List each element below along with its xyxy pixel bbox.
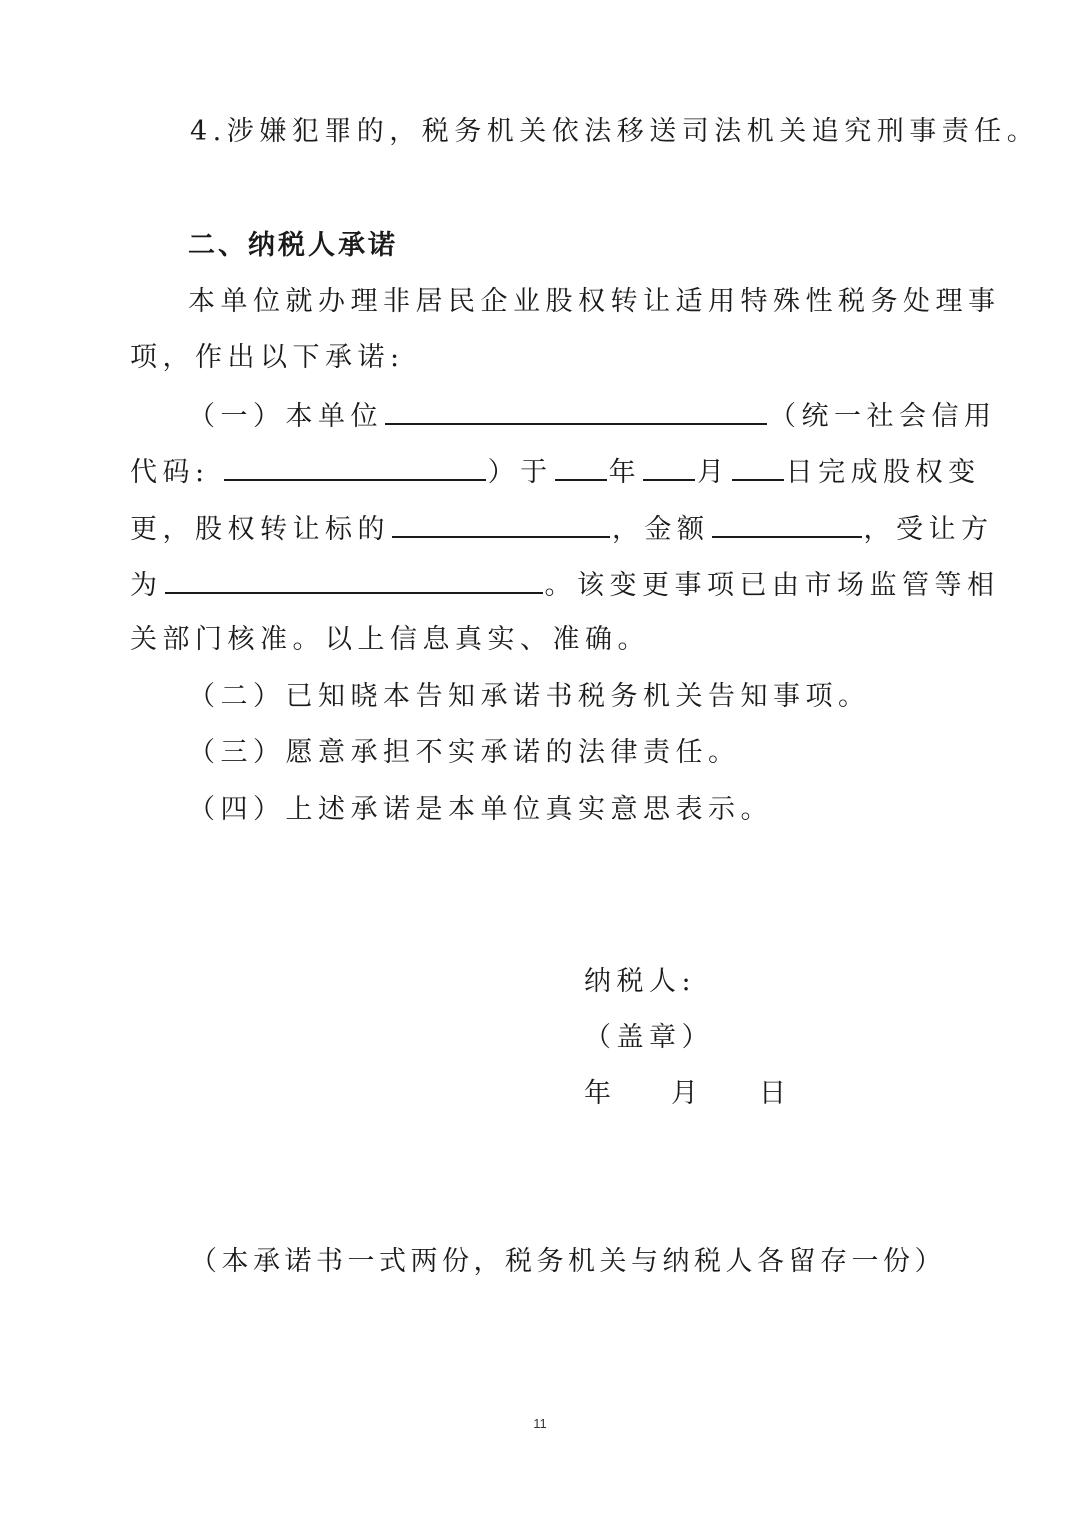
pledge-1-line-2: [130, 453, 981, 491]
unit-name-blank[interactable]: [385, 397, 767, 425]
month-blank[interactable]: [643, 453, 695, 481]
signature-date-day: 日: [759, 1078, 792, 1109]
intro-line-1: 本单位就办理非居民企业股权转让适用特殊性税务处理事: [188, 286, 1001, 317]
pledge-1-line-3: [130, 510, 994, 548]
pledge-2: （二）已知晓本告知承诺书税务机关告知事项。: [188, 681, 871, 712]
transferee-label: ，受让方: [863, 514, 994, 545]
approval-text: 。该变更事项已由市场监管等相: [544, 570, 1000, 601]
signature-date-month: 月: [671, 1078, 704, 1109]
footnote: （本承诺书一式两份，税务机关与纳税人各留存一份）: [190, 1246, 946, 1277]
pledge-1-line-1: [188, 397, 997, 435]
transfer-target-blank[interactable]: [392, 510, 610, 538]
date-prefix: ）于: [487, 457, 553, 488]
seal-label: （盖章）: [584, 1022, 714, 1053]
page-number: 11: [533, 1416, 547, 1431]
section-heading: 二、纳税人承诺: [188, 230, 398, 261]
taxpayer-label: 纳税人:: [584, 966, 697, 997]
credit-code-blank[interactable]: [224, 453, 486, 481]
transferee-blank[interactable]: [165, 566, 543, 594]
credit-code-label: 代码:: [130, 457, 210, 488]
pledge-1-line-4: [130, 566, 1000, 604]
amount-blank[interactable]: [712, 510, 862, 538]
transferee-prefix: 为: [130, 570, 163, 601]
pledge-1-prefix: （一）本单位: [188, 401, 383, 432]
credit-code-label-start: （统一社会信用: [769, 401, 997, 432]
pledge-1-line-5: 关部门核准。以上信息真实、准确。: [130, 624, 650, 655]
year-label: 年: [608, 457, 642, 488]
day-blank[interactable]: [732, 453, 784, 481]
amount-label: ，金额: [612, 514, 710, 545]
signature-date-year: 年: [584, 1078, 617, 1109]
month-label: 月: [697, 457, 730, 488]
item-4-text: 4.涉嫌犯罪的，税务机关依法移送司法机关追究刑事责任。: [190, 116, 1040, 147]
change-complete-text: 日完成股权变: [785, 457, 981, 488]
transfer-target-label: 更，股权转让标的: [130, 514, 390, 545]
year-blank[interactable]: [555, 453, 607, 481]
intro-line-2: 项，作出以下承诺:: [130, 342, 405, 373]
pledge-4: （四）上述承诺是本单位真实意思表示。: [188, 794, 773, 825]
pledge-3: （三）愿意承担不实承诺的法律责任。: [188, 737, 741, 768]
